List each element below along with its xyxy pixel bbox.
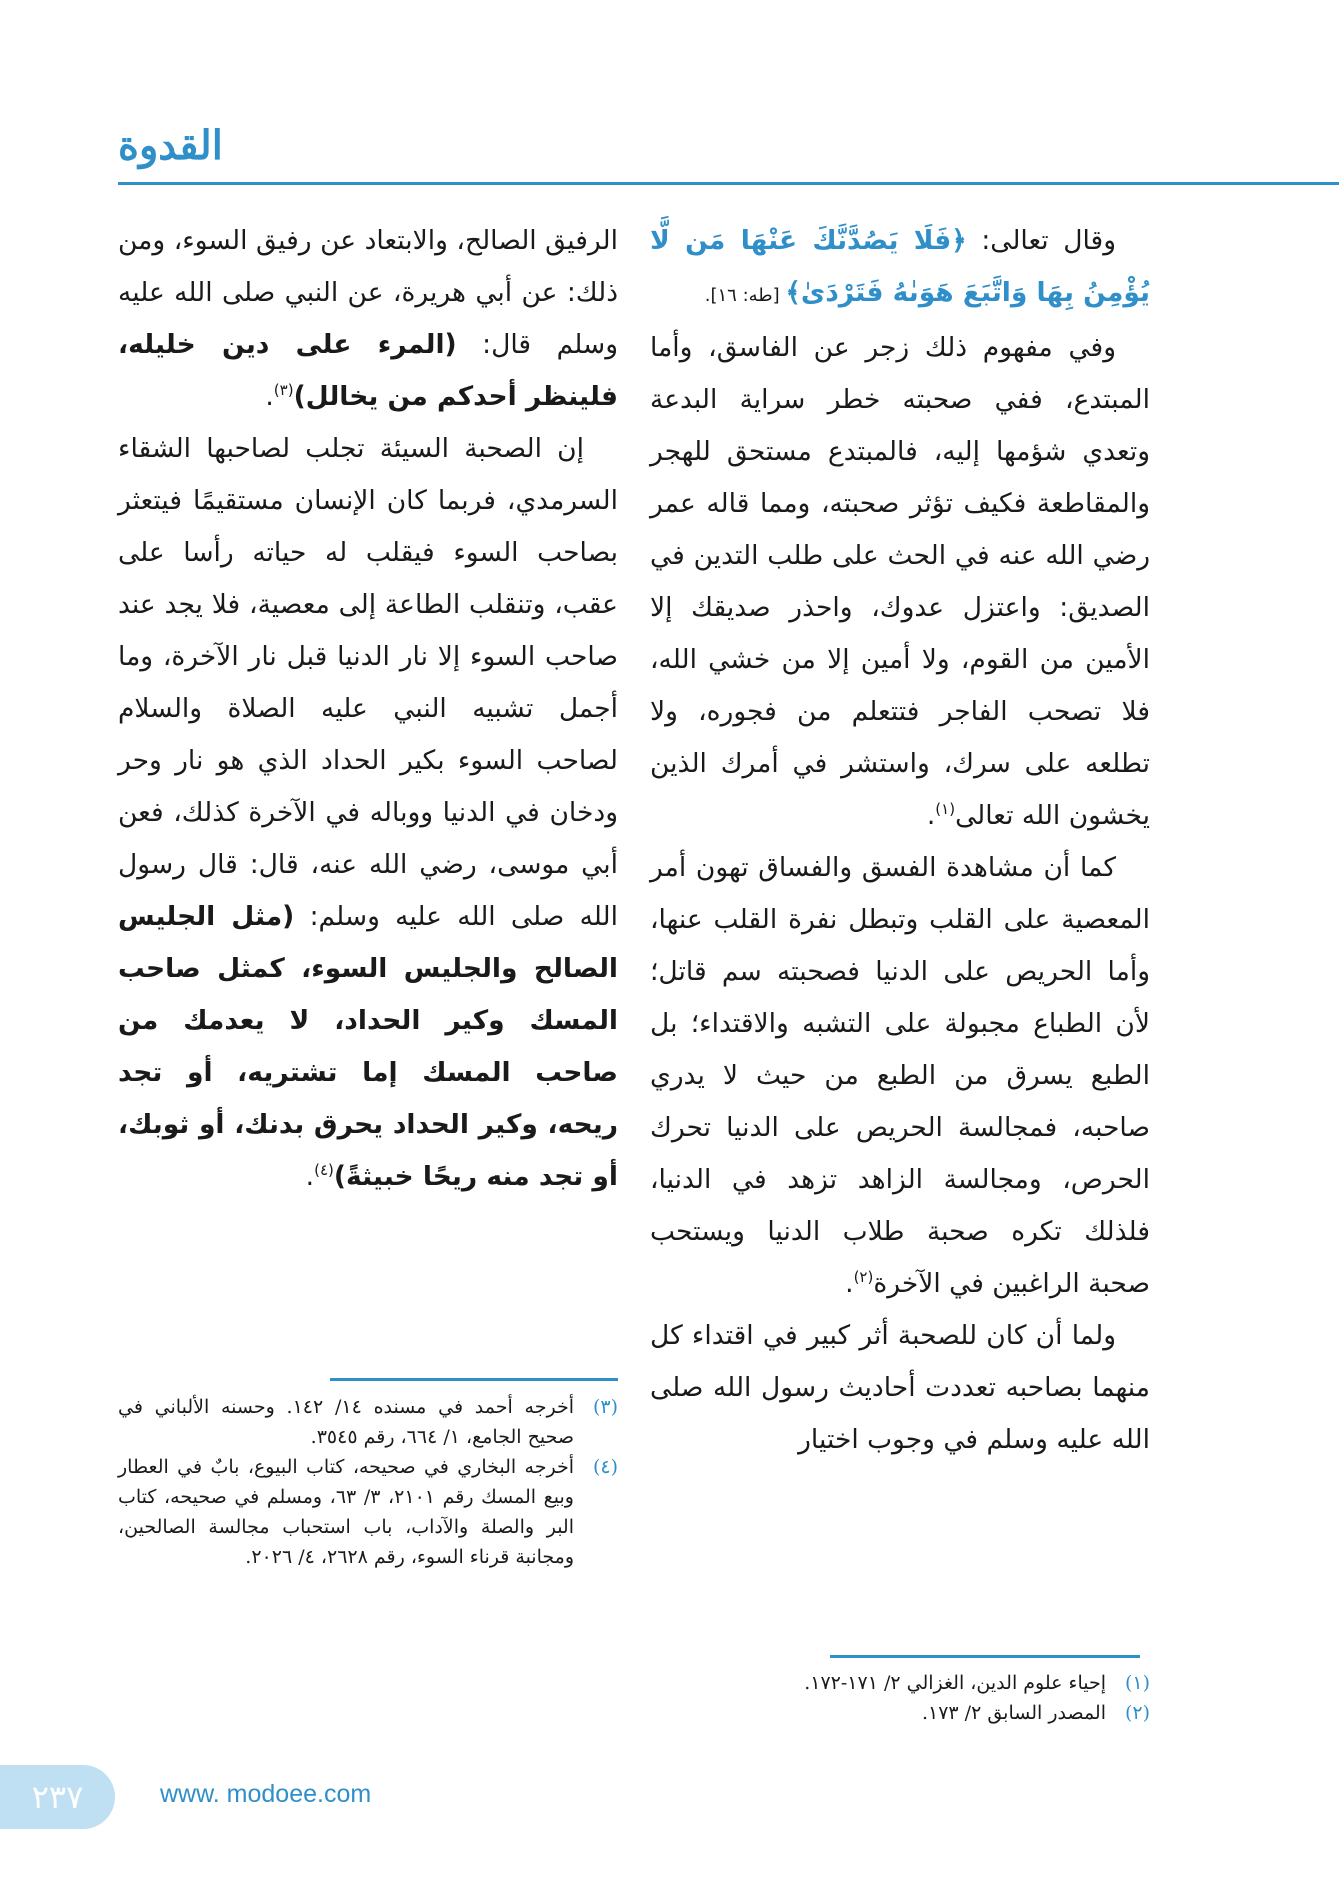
paragraph bbox=[650, 842, 1150, 1310]
footnote bbox=[118, 1452, 618, 1572]
footnote-number: (٣) bbox=[592, 1396, 618, 1418]
page-title: القدوة bbox=[118, 122, 223, 169]
left-column bbox=[118, 215, 618, 1203]
quran-verse: ﴿فَلَا يَصُدَّنَّكَ عَنْهَا مَن لَّا يُؤْمِنُ بِهَا وَاتَّبَعَ هَوَىٰهُ فَتَرْدَىٰ﴾ bbox=[650, 225, 1150, 308]
footnote-marker[interactable]: (٣) bbox=[273, 381, 294, 400]
verse-reference: [طه: ١٦]. bbox=[704, 285, 786, 306]
footnote bbox=[650, 1698, 1150, 1728]
footnote-number: (١) bbox=[1124, 1672, 1150, 1694]
footnote-text: إحياء علوم الدين، الغزالي ٢/ ١٧١-١٧٢. bbox=[804, 1672, 1106, 1694]
footnote-text: أخرجه البخاري في صحيحه، كتاب البيوع، بابٌ في العطار وبيع المسك رقم ٢١٠١، ٣/ ٦٣، ومسلم في صحيحه، كتاب البر والصلة والآداب، باب استحباب مجالسة الصالحين، ومجانبة قرناء السوء، رقم ٢٦٢٨، ٤/ ٢٠٢٦. bbox=[118, 1456, 574, 1568]
page-number-badge bbox=[0, 1765, 115, 1829]
footnote-text: أخرجه أحمد في مسنده ١٤/ ١٤٢. وحسنه الألباني في صحيح الجامع، ١/ ٦٦٤، رقم ٣٥٤٥. bbox=[118, 1396, 574, 1448]
paragraph-text: كما أن مشاهدة الفسق والفساق تهون أمر المعصية على القلب وتبطل نفرة القلب عنها، وأما الحريص على الدنيا فصحبته سم قاتل؛ لأن الطباع مجبولة على التشبه والاقتداء؛ بل الطبع يسرق من الطبع من حيث لا يدري صاحبه، فمجالسة الحريص على الدنيا تحرك الحرص، ومجالسة الزاهد تزهد في الدنيا، فلذلك تكره صحبة طلاب الدنيا ويستحب صحبة الراغبين في الآخرة bbox=[650, 852, 1150, 1299]
paragraph-text: وقال تعالى: bbox=[966, 225, 1116, 256]
footnote-number: (٤) bbox=[592, 1456, 618, 1478]
paragraph bbox=[118, 215, 618, 423]
paragraph-text: الرفيق الصالح، والابتعاد عن رفيق السوء، ومن ذلك: عن أبي هريرة، عن النبي صلى الله عليه وسلم قال: bbox=[118, 225, 619, 360]
footnote-number: (٢) bbox=[1124, 1702, 1150, 1724]
paragraph bbox=[650, 1310, 1150, 1466]
paragraph bbox=[650, 215, 1150, 322]
hadith-quote: (مثل الجليس الصالح والجليس السوء، كمثل صاحب المسك وكير الحداد، لا يعدمك من صاحب المسك إما تشتريه، أو تجد ريحه، وكير الحداد يحرق بدنك، أو ثوبك، أو تجد منه ريحًا خبيثةً) bbox=[118, 901, 618, 1192]
header-rule bbox=[118, 182, 1339, 185]
footnotes-left bbox=[118, 1392, 618, 1572]
footnote-marker[interactable]: (١) bbox=[935, 800, 956, 819]
paragraph-end: . bbox=[926, 800, 936, 831]
website-link[interactable]: www. modoee.com bbox=[160, 1780, 372, 1808]
footnote-marker[interactable]: (٤) bbox=[314, 1161, 334, 1180]
paragraph-end: . bbox=[305, 1161, 315, 1192]
page-number: ٢٣٧ bbox=[31, 1778, 84, 1816]
right-column bbox=[650, 215, 1150, 1466]
footnotes-right bbox=[650, 1668, 1150, 1728]
paragraph bbox=[118, 423, 618, 1203]
footnote bbox=[118, 1392, 618, 1452]
paragraph bbox=[650, 322, 1150, 842]
footnote-rule bbox=[330, 1378, 618, 1381]
footnote bbox=[650, 1668, 1150, 1698]
paragraph-end: . bbox=[265, 381, 274, 412]
footnote-rule bbox=[830, 1655, 1140, 1658]
paragraph-text: ولما أن كان للصحبة أثر كبير في اقتداء كل منهما بصاحبه تعددت أحاديث رسول الله صلى الله عليه وسلم في وجوب اختيار bbox=[650, 1320, 1150, 1455]
footnote-text: المصدر السابق ٢/ ١٧٣. bbox=[921, 1702, 1106, 1724]
footnote-marker[interactable]: (٢) bbox=[853, 1268, 874, 1287]
paragraph-text: إن الصحبة السيئة تجلب لصاحبها الشقاء السرمدي، فربما كان الإنسان مستقيمًا فيتعثر بصاحب السوء فيقلب له حياته رأسا على عقب، وتنقلب الطاعة إلى معصية، فلا يجد عند صاحب السوء إلا نار الدنيا قبل نار الآخرة، وما أجمل تشبيه النبي عليه الصلاة والسلام لصاحب السوء بكير الحداد الذي هو نار وحر ودخان في الدنيا ووباله في الآخرة كذلك، فعن أبي موسى، رضي الله عنه، قال: قال رسول الله صلى الله عليه وسلم: bbox=[118, 433, 618, 932]
hadith-quote: (المرء على دين خليله، فلينظر أحدكم من يخالل) bbox=[118, 329, 618, 412]
paragraph-text: وفي مفهوم ذلك زجر عن الفاسق، وأما المبتدع، ففي صحبته خطر سراية البدعة وتعدي شؤمها إليه، فالمبتدع مستحق للهجر والمقاطعة فكيف تؤثر صحبته، ومما قاله عمر رضي الله عنه في الحث على طلب التدين في الصديق: واعتزل عدوك، واحذر صديقك إلا الأمين من القوم، ولا أمين إلا من خشي الله، فلا تصحب الفاجر فتتعلم من فجوره، ولا تطلعه على سرك، واستشر في أمرك الذين يخشون الله تعالى bbox=[650, 332, 1150, 831]
paragraph-end: . bbox=[845, 1268, 854, 1299]
